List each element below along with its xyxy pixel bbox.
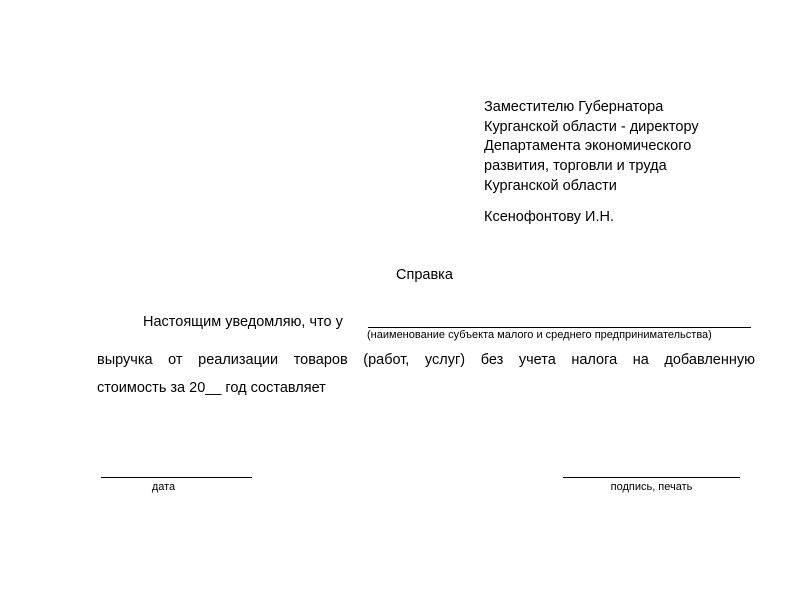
body-text-line-1: выручка от реализации товаров (работ, услуг) без учета налога на добавленную xyxy=(97,352,755,368)
addressee-line: Курганской области xyxy=(484,177,617,194)
addressee-line: развития, торговли и труда xyxy=(484,158,667,175)
entity-name-caption: (наименование субъекта малого и среднего предпринимательства) xyxy=(367,329,712,341)
signature-caption: подпись, печать xyxy=(610,481,693,493)
addressee-line: Департамента экономического xyxy=(484,138,692,155)
date-caption: дата xyxy=(151,481,176,493)
addressee-line: Заместителю Губернатора xyxy=(484,99,664,115)
addressee-name: Ксенофонтову И.Н. xyxy=(484,208,614,225)
date-blank-line xyxy=(101,477,252,478)
signature-blank-line xyxy=(563,477,740,478)
document-title: Справка xyxy=(396,267,453,283)
addressee-block xyxy=(484,98,774,227)
entity-name-blank-line xyxy=(368,327,751,328)
body-text-line-2: стоимость за 20__ год составляет xyxy=(97,380,326,396)
addressee-line: Курганской области - директору xyxy=(484,118,699,135)
notice-text: Настоящим уведомляю, что у xyxy=(143,314,343,330)
